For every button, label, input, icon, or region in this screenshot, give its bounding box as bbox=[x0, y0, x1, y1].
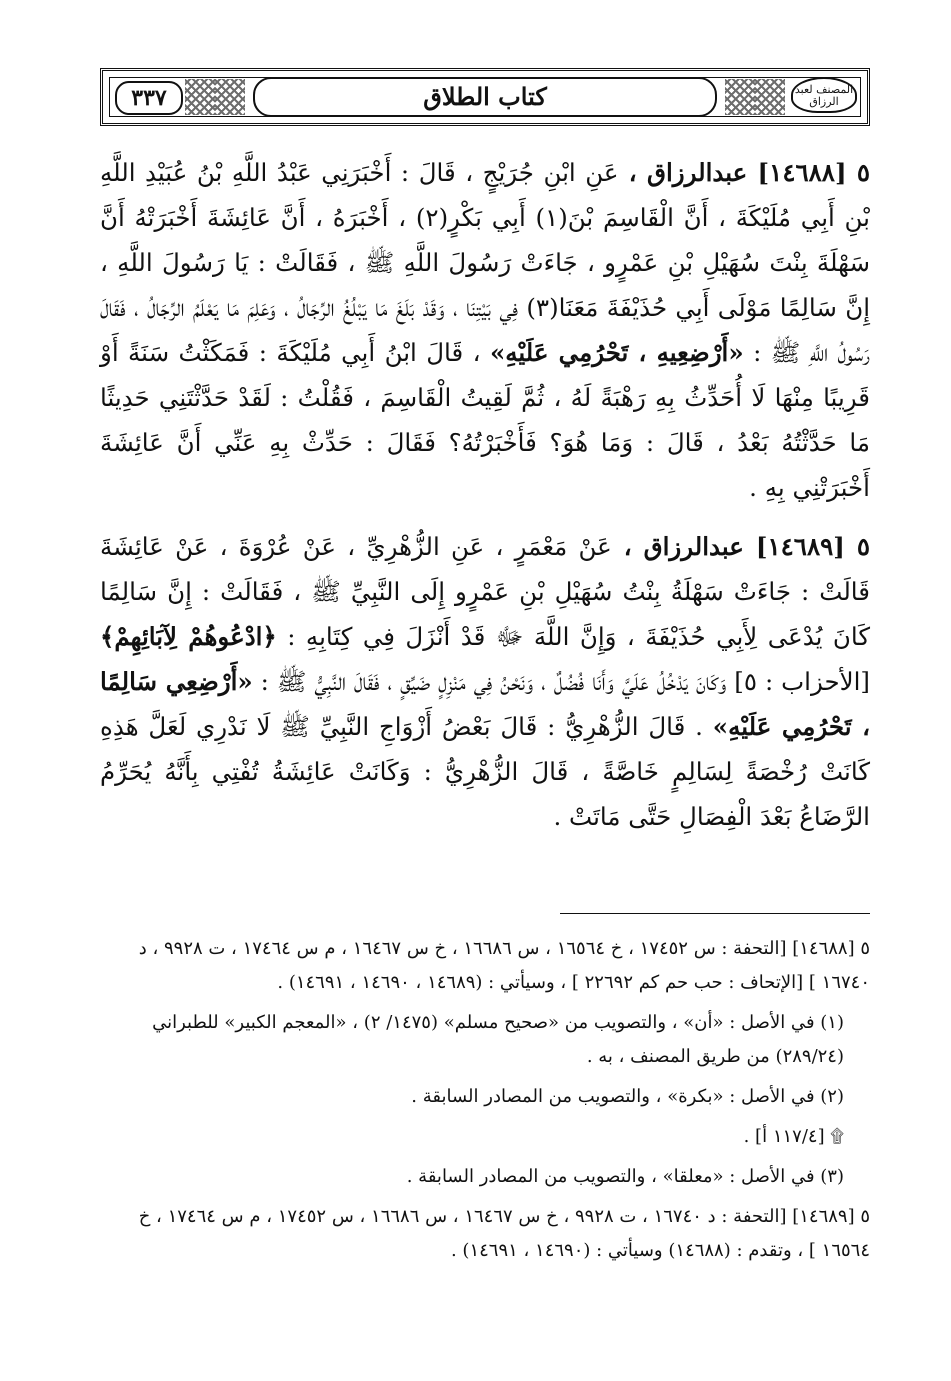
footnotes bbox=[100, 932, 870, 1274]
hadith-entry-14689 bbox=[100, 524, 870, 839]
entry-quote: «أَرْضِعِي سَالِمًا ، تَحْرُمِي عَلَيْهِ» bbox=[100, 667, 871, 741]
hadith-entry-14688 bbox=[100, 150, 870, 510]
footnote-2: (٢) في الأصل : «بكرة» ، والتصويب من المصادر السابقة . bbox=[411, 1086, 844, 1107]
book-title: كتاب الطلاق bbox=[253, 77, 717, 117]
page-header bbox=[100, 68, 870, 126]
ornament-right-2 bbox=[725, 79, 755, 115]
footnote-takhrij-14689: ٥ [١٤٦٨٩] [التحفة : د ١٦٧٤٠ ، ت ٩٩٢٨ ، خ س ١٦٤٦٧ ، س ١٦٦٨٦ ، س ١٧٤٥٢ ، م س ١٧٤٦٤ ، خ ١٦٥٦٤ ] ، وتقدم : (١٤٦٨٨) وسيأتي : (١٤٦٩٠ ، ١٤٦٩١) . bbox=[138, 1206, 870, 1261]
quran-quote: ﴿ادْعُوهُمْ لِآبَائِهِمْ﴾ bbox=[100, 622, 277, 651]
entry-text-continued: [الأحزاب : ٥] وَكَانَ يَدْخُلُ عَلَيَّ وَأَنَا فُضُلٌ ، وَنَحْنُ فِي مَنْزِلٍ ضَيِّقٍ ، فَقَالَ النَّبِيُّ ﷺ : bbox=[252, 667, 870, 696]
footnote-3: (٣) في الأصل : «معلقا» ، والتصويب من المصادر السابقة . bbox=[406, 1166, 844, 1187]
ornament-left-2 bbox=[215, 79, 245, 115]
author-seal: المصنف لعبد الرزاق bbox=[791, 77, 857, 113]
entry-text: عَنْ مَعْمَرٍ ، عَنِ الزُّهْرِيِّ ، عَنْ عُرْوَةَ ، عَنْ عَائِشَةَ قَالَتْ : جَاءَتْ سَهْلَةُ بِنْتُ سُهَيْلِ بْنِ عَمْرٍو إِلَى النَّبِيِّ ﷺ ، فَقَالَتْ : إِنَّ سَالِمًا كَانَ يُدْعَى لِأَبِي حُذَيْفَةَ ، وَإِنَّ اللَّهَ ﷻ قَدْ أَنْزَلَ فِي كِتَابِهِ : bbox=[100, 532, 870, 651]
entry-quote: «أَرْضِعِيهِ ، تَحْرُمِي عَلَيْهِ» bbox=[489, 338, 744, 367]
footnote-1: (١) في الأصل : «أن» ، والتصويب من «صحيح مسلم» (١٤٧٥/ ٢) ، «المعجم الكبير» للطبراني (٢٨٩/٢٤) من طريق المصنف ، به . bbox=[152, 1012, 844, 1067]
entry-text-continued: ، قَالَ ابْنُ أَبِي مُلَيْكَةَ : فَمَكَثْتُ سَنَةً أَوْ قَرِيبًا مِنْهَا لَا أُحَدِّثُ بِهِ رَهْبَةً لَهُ ، ثُمَّ لَقِيتُ الْقَاسِمَ ، فَقُلْتُ : لَقَدْ حَدَّثْتَنِي حَدِيثًا مَا حَدَّثْتُهُ بَعْدُ ، قَالَ : وَمَا هُوَ؟ فَأَخْبَرْتُهُ؟ فَقَالَ : حَدِّثْ بِهِ عَنِّي أَنَّ عَائِشَةَ أَخْبَرَتْنِي بِهِ . bbox=[100, 338, 870, 502]
footnote-manuscript-ref: ۩ [١١٧/٤ أ] . bbox=[743, 1126, 844, 1147]
entry-text-end: . قَالَ الزُّهْرِيُّ : قَالَ بَعْضُ أَزْوَاجِ النَّبِيِّ ﷺ لَا نَدْرِي لَعَلَّ هَذِهِ كَانَتْ رُخْصَةً لِسَالِمٍ خَاصَّةً ، قَالَ الزُّهْرِيُّ : وَكَانَتْ عَائِشَةُ تُفْتِي بِأَنَّهُ يُحَرِّمُ الرَّضَاعُ بَعْدَ الْفِصَالِ حَتَّى مَاتَتْ . bbox=[100, 712, 870, 831]
entry-text: عَنِ ابْنِ جُرَيْجٍ ، قَالَ : أَخْبَرَنِي عَبْدُ اللَّهِ بْنُ عُبَيْدِ اللَّهِ بْنِ أَبِي مُلَيْكَةَ ، أَنَّ الْقَاسِمَ بْنَ(١) أَبِي بَكْرٍ(٢) ، أَخْبَرَهُ ، أَنَّ عَائِشَةَ أَخْبَرَتْهُ أَنَّ سَهْلَةَ بِنْتَ سُهَيْلِ بْنِ عَمْرٍو ، جَاءَتْ رَسُولَ اللَّهِ ﷺ ، فَقَالَتْ : يَا رَسُولَ اللَّهِ ، إِنَّ سَالِمًا مَوْلَى أَبِي حُذَيْفَةَ مَعَنَا(٣) فِي بَيْتِنَا ، وَقَدْ بَلَغَ مَا يَبْلُغُ الرِّجَالُ ، وَعَلِمَ مَا يَعْلَمُ الرِّجَالُ ، فَقَالَ رَسُولُ اللَّهِ ﷺ : bbox=[100, 158, 871, 367]
ornament-left-1 bbox=[185, 79, 215, 115]
footnote-separator bbox=[560, 913, 870, 914]
entry-prefix: ٥ [١٤٦٨٩] عبدالرزاق ، bbox=[611, 532, 870, 561]
page-number: ٣٣٧ bbox=[115, 81, 183, 115]
footnote-takhrij-14688: ٥ [١٤٦٨٨] [التحفة : س ١٧٤٥٢ ، خ ١٦٥٦٤ ، س ١٦٦٨٦ ، خ س ١٦٤٦٧ ، م س ١٧٤٦٤ ، ت ٩٩٢٨ ، د ١٦٧٤٠ ] [الإتحاف : حب حم كم ٢٢٦٩٢ ] ، وسيأتي : (١٤٦٨٩ ، ١٤٦٩٠ ، ١٤٦٩١) . bbox=[138, 938, 870, 993]
ornament-right-1 bbox=[755, 79, 785, 115]
hadith-text bbox=[100, 150, 870, 847]
entry-prefix: ٥ [١٤٦٨٨] عبدالرزاق ، bbox=[618, 158, 870, 187]
